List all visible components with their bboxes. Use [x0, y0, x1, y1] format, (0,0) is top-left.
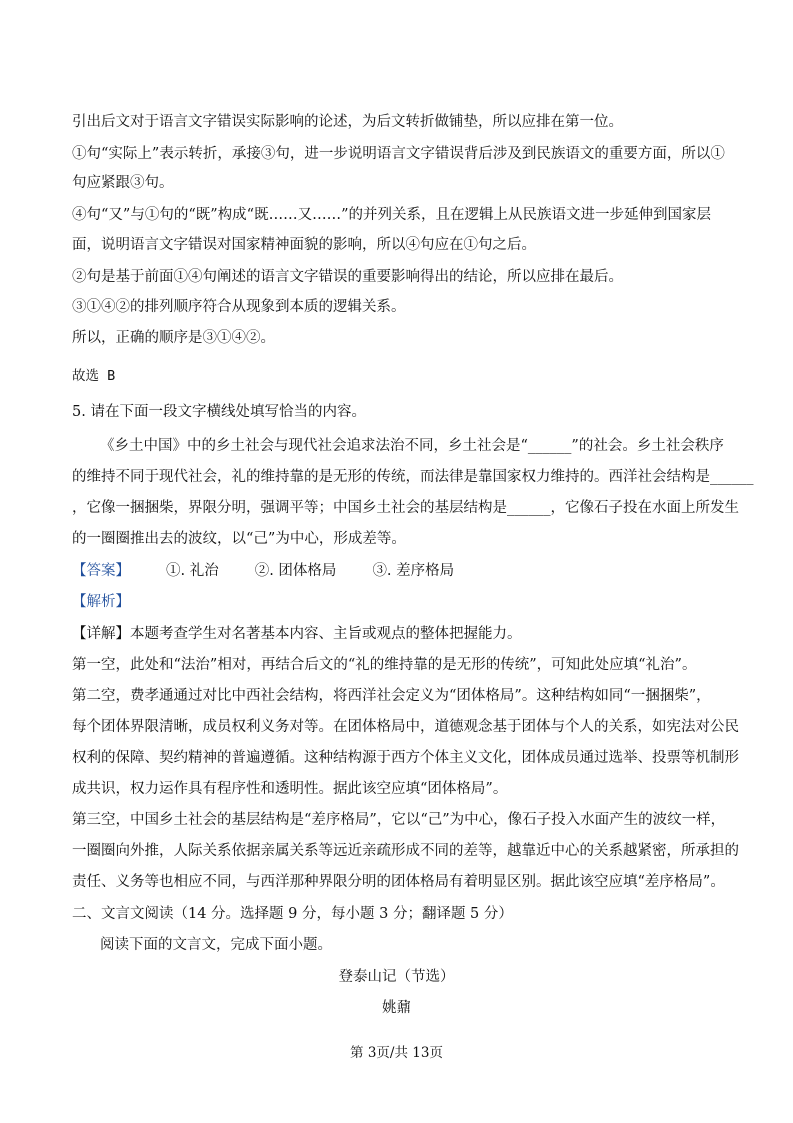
- passage-line: 《乡土中国》中的乡土社会与现代社会追求法治不同，乡土社会是“______”的社会。乡土社会秩序: [100, 438, 724, 454]
- text-line: 引出后文对于语言文字错误实际影响的论述，为后文转折做铺垫，所以应排在第一位。: [72, 114, 623, 130]
- detail-line: 权利的保障、契约精神的普遍遵循。这种结构源于西方个体主义文化，团体成员通过选举、投票等机制形: [72, 750, 739, 766]
- detail-line: 成共识，权力运作具有程序性和透明性。据此该空应填“团体格局”。: [72, 781, 508, 797]
- detail-line: 一圈圈向外推，人际关系依据亲属关系等远近亲疏形成不同的差等，越靠近中心的关系越紧密，所承担的: [72, 843, 739, 859]
- answer-tag: 【答案】: [72, 563, 130, 579]
- detail-line: 责任、义务等也相应不同，与西洋那种界限分明的团体格局有着明显区别。据此该空应填“差序格局”。: [72, 874, 725, 890]
- answer-item: ②. 团体格局: [254, 563, 337, 579]
- page-footer: 第 3页/共 13页: [350, 1045, 443, 1061]
- text-line: ②句是基于前面①④句阐述的语言文字错误的重要影响得出的结论，所以应排在最后。: [72, 269, 623, 285]
- text-line: ③①④②的排列顺序符合从现象到本质的逻辑关系。: [72, 299, 406, 315]
- choice-answer: 故选 B: [72, 368, 116, 384]
- answer-item: ③. 差序格局: [372, 563, 455, 579]
- answer-row: [72, 561, 454, 581]
- text-title: 登泰山记（节选）: [338, 969, 455, 985]
- text-line: 面，说明语言文字错误对国家精神面貌的影响，所以④句应在①句之后。: [72, 237, 536, 253]
- analysis-tag: 【解析】: [72, 594, 130, 610]
- question-5-stem: 5. 请在下面一段文字横线处填写恰当的内容。: [72, 404, 366, 420]
- text-line: ①句“实际上”表示转折，承接③句，进一步说明语言文字错误背后涉及到民族语文的重要方面，所以①: [72, 146, 725, 162]
- text-line: 句应紧跟③句。: [72, 175, 174, 191]
- passage-line: 的维持不同于现代社会，礼的维持靠的是无形的传统，而法律是靠国家权力维持的。西洋社会结构是______: [72, 469, 754, 485]
- passage-line: 的一圈圈推出去的波纹，以“己”为中心，形成差等。: [72, 531, 406, 547]
- text-line: 所以，正确的顺序是③①④②。: [72, 330, 275, 346]
- section-instruction: 阅读下面的文言文，完成下面小题。: [100, 937, 332, 953]
- answer-item: ①. 礼治: [166, 563, 219, 579]
- detail-line: 【详解】本题考查学生对名著基本内容、主旨或观点的整体把握能力。: [72, 626, 522, 642]
- text-author: 姚鼐: [382, 1000, 411, 1016]
- detail-line: 第二空，费孝通通过对比中西社会结构，将西洋社会定义为“团体格局”。这种结构如同“一捆捆柴”，: [72, 688, 711, 704]
- section-heading: 二、文言文阅读（14 分。选择题 9 分，每小题 3 分；翻译题 5 分）: [72, 906, 513, 922]
- detail-line: 第一空，此处和“法治”相对，再结合后文的“礼的维持靠的是无形的传统”，可知此处应填“礼治”。: [72, 657, 697, 673]
- text-line: ④句“又”与①句的“既”构成“既……又……”的并列关系，且在逻辑上从民族语文进一步延伸到国家层: [72, 207, 711, 223]
- passage-line: ，它像一捆捆柴，界限分明，强调平等；中国乡土社会的基层结构是______，它像石子投在水面上所发生: [72, 500, 739, 516]
- detail-line: 每个团体界限清晰，成员权利义务对等。在团体格局中，道德观念基于团体与个人的关系，如宪法对公民: [72, 719, 739, 735]
- detail-line: 第三空，中国乡土社会的基层结构是“差序格局”，它以“己”为中心，像石子投入水面产生的波纹一样，: [72, 812, 726, 828]
